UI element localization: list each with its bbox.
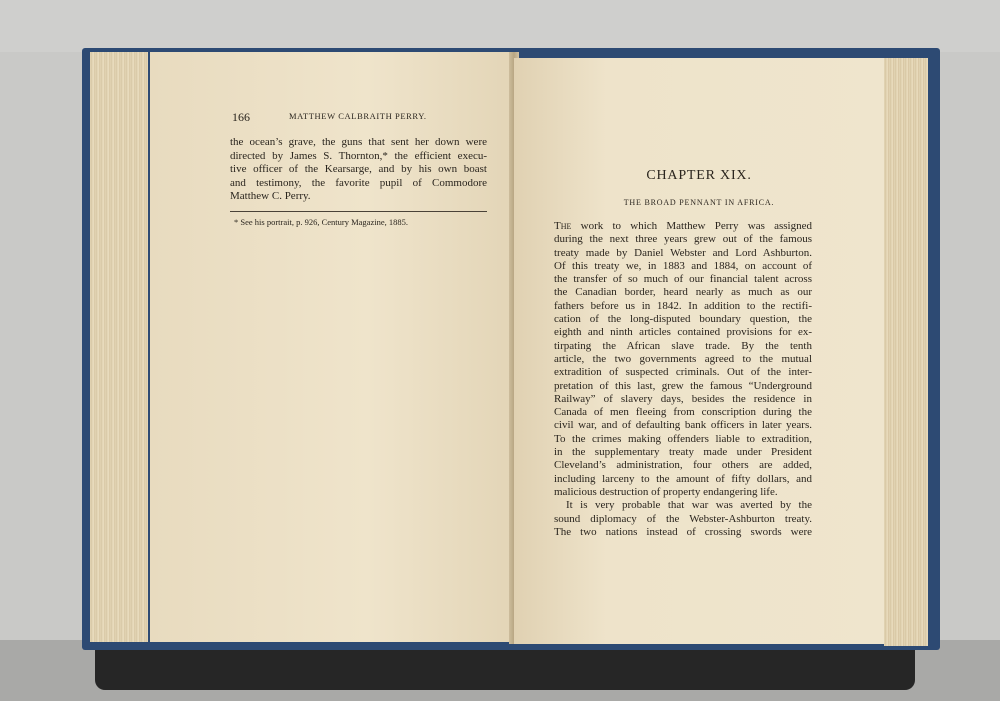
text-line: article, the two governments agreed to the mutual [554,352,812,365]
text-line: The two nations instead of crossing swords were [554,525,812,538]
text-line: eighth and ninth articles contained provisions for ex- [554,326,812,339]
running-head [232,110,502,124]
text-line: treaty made by Daniel Webster and Lord Ashburton. [554,246,812,259]
backdrop [0,0,1000,52]
text-line: including larceny to the amount of fifty dollars, and [554,472,812,485]
right-body-text [554,220,812,539]
first-word: The [554,220,572,232]
text-line: the ocean’s grave, the guns that sent her down were [230,136,487,148]
text-line: directed by James S. Thornton,* the efficient execu- [230,149,487,162]
page-edges-left [90,52,148,642]
text-line: during the next three years grew out of the famous [554,233,812,246]
text-line: and testimony, the favorite pupil of Commodore [230,176,487,189]
text-line: cation of the long-disputed boundary question, the [554,313,812,326]
text-line: The work to which Matthew Perry was assigned [554,220,812,232]
chapter-heading: CHAPTER XIX. [646,168,752,183]
text-line: To the crimes making offenders liable to extradition, [554,432,812,445]
text-line: It is very probable that war was averted by the [566,499,812,512]
text-line: sound diplomacy of the Webster-Ashburton treaty. [554,512,812,525]
right-page [514,58,884,644]
text-line: extradition of suspected criminals. Out of the inter- [554,366,812,379]
text-line: tive officer of the Kearsarge, and by his own boast [230,163,487,176]
text-line: the transfer of so much of our financial talent across [554,273,812,286]
page-edges-right [884,58,928,646]
text-line: Railway” of slavery days, besides the residence in [554,392,812,405]
text-line: Matthew C. Perry. [230,190,311,203]
footnote-rule [230,211,487,212]
running-title: MATTHEW CALBRAITH PERRY. [289,111,427,121]
text-line: Of this treaty we, in 1883 and 1884, on account of [554,259,812,272]
left-body-text [230,136,487,204]
chapter-subheading: THE BROAD PENNANT IN AFRICA. [623,198,775,207]
left-page [150,52,513,642]
text-line: civil war, and of defaulting bank officers in later years. [554,419,812,432]
text-line: fathers before us in 1842. In addition to the rectifi- [554,299,812,312]
page-number: 166 [232,110,250,124]
text-line: Cleveland’s administration, four others are added, [554,459,812,472]
text-line: pretation of this last, grew the famous “Underground [554,379,812,392]
text-line: the Canadian border, heard nearly as much as our [554,286,812,299]
text-line: in the supplementary treaty made under President [554,446,812,459]
text-line: malicious destruction of property endangering life. [554,485,778,498]
footnote: * See his portrait, p. 926, Century Magazine, 1885. [234,217,408,227]
text-line: tirpating the African slave trade. By the tenth [554,339,812,352]
text-line: Canada of men fleeing from conscription during the [554,406,812,419]
